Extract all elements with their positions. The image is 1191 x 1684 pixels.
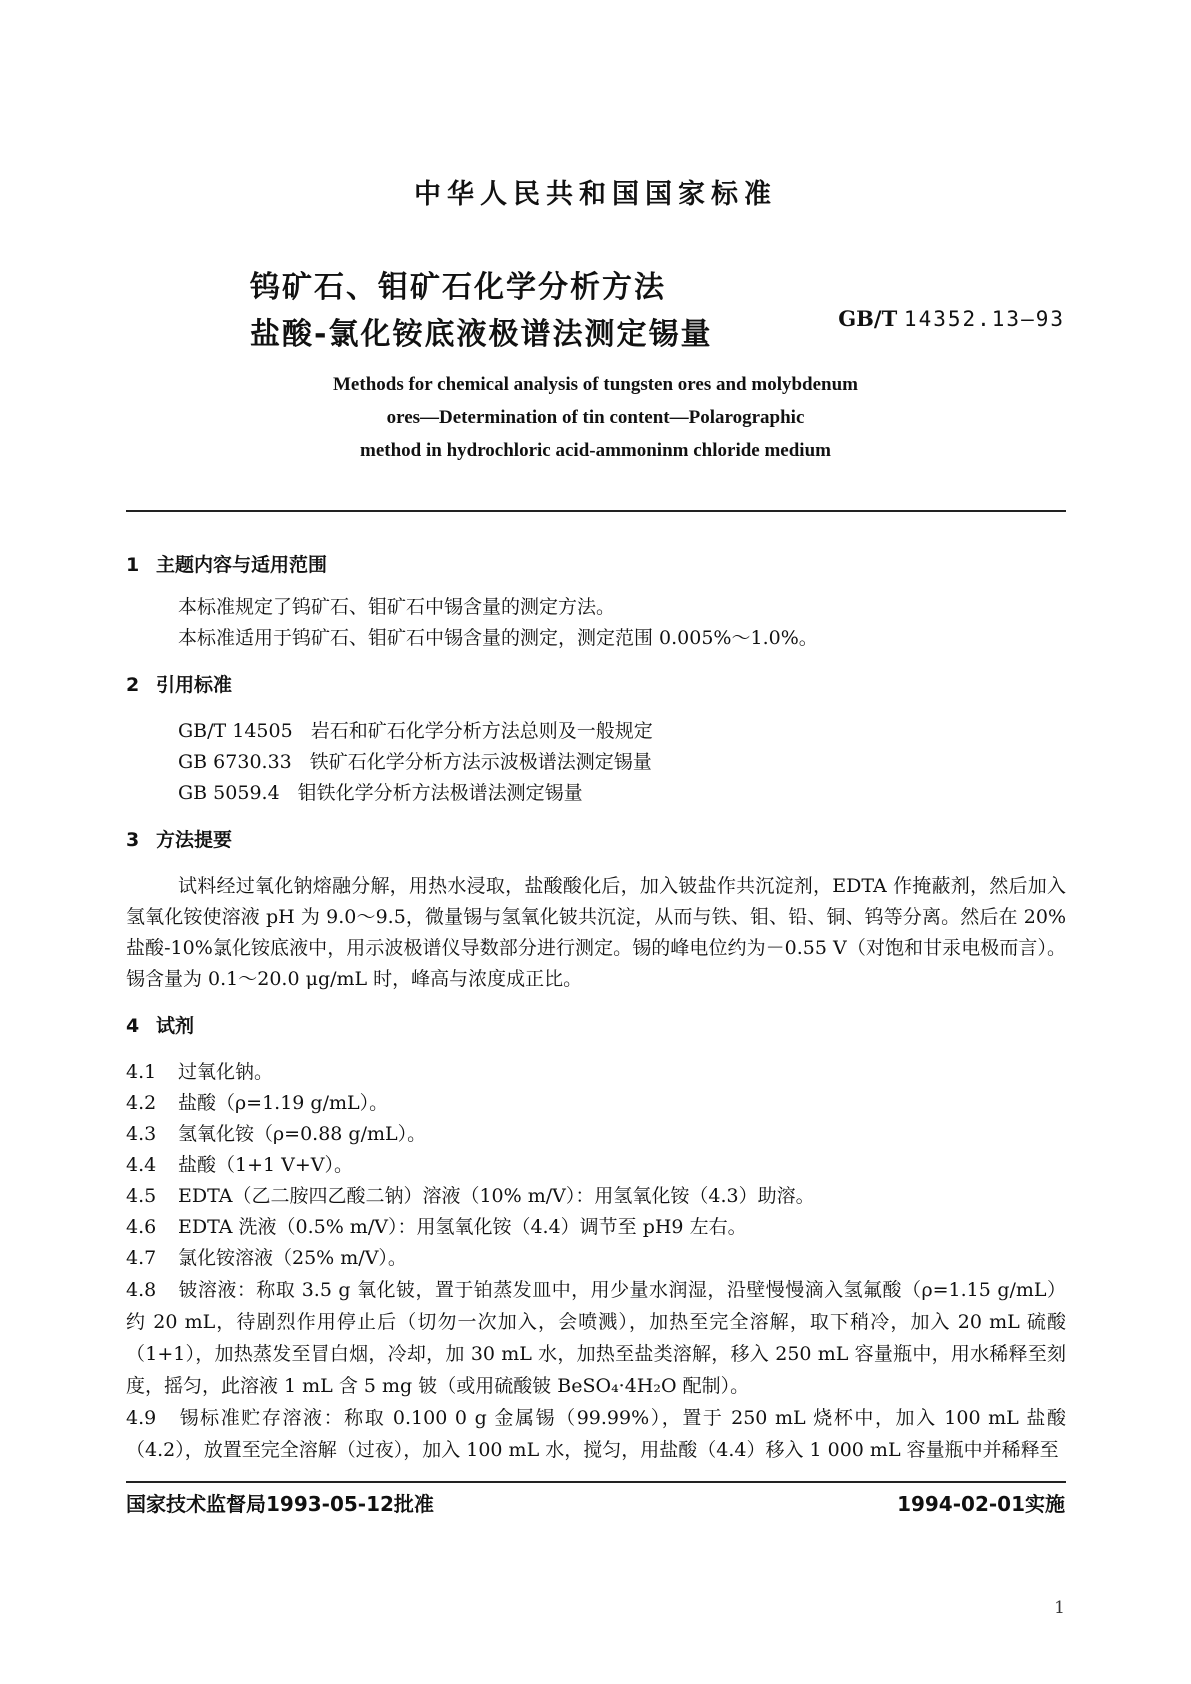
item-number: 4.3 [126, 1123, 157, 1145]
reagent-item [126, 1119, 1066, 1150]
reference-item [126, 716, 1066, 747]
reference-title: 钼铁化学分析方法极谱法测定锡量 [297, 782, 583, 804]
title-en-line3: method in hydrochloric acid-ammoninm chloride medium [360, 440, 831, 461]
section-1-heading [126, 548, 1066, 582]
reagent-item [126, 1181, 1066, 1212]
item-text: 过氧化钠。 [178, 1061, 274, 1083]
section-2-heading [126, 668, 1066, 702]
section-3-heading [126, 823, 1066, 857]
reagent-item [126, 1088, 1066, 1119]
item-text: 盐酸（ρ=1.19 g/mL）。 [178, 1092, 389, 1114]
section-number: 1 [126, 554, 140, 576]
reference-title: 岩石和矿石化学分析方法总则及一般规定 [310, 720, 653, 742]
item-text: EDTA（乙二胺四乙酸二钠）溶液（10% m/V）：用氢氧化铵（4.3）助溶。 [178, 1185, 815, 1207]
item-number: 4.2 [126, 1092, 157, 1114]
section-title: 方法提要 [156, 829, 233, 851]
item-text: EDTA 洗液（0.5% m/V）：用氢氧化铵（4.4）调节至 pH9 左右。 [178, 1216, 747, 1238]
footer-divider [126, 1481, 1066, 1483]
item-text: 氢氧化铵（ρ=0.88 g/mL）。 [178, 1123, 427, 1145]
title-en-line2: ores—Determination of tin content—Polarographic [386, 407, 805, 428]
reagent-item [126, 1243, 1066, 1274]
national-standard-heading: 中华人民共和国国家标准 [414, 179, 777, 210]
item-text: 锡标准贮存溶液：称取 0.100 0 g 金属锡（99.99%），置于 250 mL 烧杯中，加入 100 mL 盐酸（4.2），放置至完全溶解（过夜），加入 100 mL 水，搅匀，用盐酸（4.4）移入 1 000 mL 容量瓶中并稀释至 [126, 1407, 1066, 1461]
section-number: 3 [126, 829, 140, 851]
title-en-line1: Methods for chemical analysis of tungsten ores and molybdenum [333, 374, 858, 395]
reference-item [126, 778, 1066, 809]
approval-date: 国家技术监督局1993-05-12批准 [126, 1492, 434, 1516]
section-3-paragraph: 试料经过氧化钠熔融分解，用热水浸取，盐酸酸化后，加入铍盐作共沉淀剂，EDTA 作掩蔽剂，然后加入氢氧化铵使溶液 pH 为 9.0～9.5，微量锡与氢氧化铍共沉淀，从而与铁、钼、铅、铜、钨等分离。然后在 20%盐酸-10%氯化铵底液中，用示波极谱仪导数部分进行测定。锡的峰电位约为－0.55 V（对饱和甘汞电极而言）。锡含量为 0.1～20.0 μg/mL 时，峰高与浓度成正比。 [126, 875, 1066, 990]
implementation-date: 1994-02-01实施 [897, 1492, 1065, 1516]
reference-title: 铁矿石化学分析方法示波极谱法测定锡量 [309, 751, 652, 773]
item-number: 4.1 [126, 1061, 157, 1083]
reagent-item [126, 1274, 1066, 1402]
header-divider [126, 510, 1066, 512]
item-text: 氯化铵溶液（25% m/V）。 [178, 1247, 407, 1269]
section-number: 2 [126, 674, 140, 696]
reagent-item [126, 1057, 1066, 1088]
document-body [126, 548, 1066, 1466]
reference-code: GB 6730.33 [178, 751, 292, 773]
reagent-item [126, 1402, 1066, 1466]
section-title: 主题内容与适用范围 [156, 554, 328, 576]
section-4-heading [126, 1009, 1066, 1043]
section-1-paragraph-1: 本标准规定了钨矿石、钼矿石中锡含量的测定方法。 [178, 596, 616, 618]
title-en [0, 368, 1191, 467]
item-number: 4.8 [126, 1279, 157, 1301]
reagent-item [126, 1150, 1066, 1181]
item-text: 铍溶液：称取 3.5 g 氧化铍，置于铂蒸发皿中，用少量水润湿，沿壁慢慢滴入氢氟酸（ρ=1.15 g/mL）约 20 mL，待剧烈作用停止后（切勿一次加入，会喷溅），加热至完全溶解，取下稍冷，加入 20 mL 硫酸（1+1），加热蒸发至冒白烟，冷却，加 30 mL 水，加热至盐类溶解，移入 250 mL 容量瓶中，用水稀释至刻度，摇匀，此溶液 1 mL 含 5 mg 铍（或用硫酸铍 BeSO₄·4H₂O 配制）。 [126, 1279, 1066, 1397]
section-title: 试剂 [156, 1015, 195, 1037]
section-title: 引用标准 [156, 674, 233, 696]
item-text: 盐酸（1+1 V+V）。 [178, 1154, 353, 1176]
item-number: 4.4 [126, 1154, 157, 1176]
reagent-item [126, 1212, 1066, 1243]
standard-code [838, 306, 1065, 331]
reference-code: GB 5059.4 [178, 782, 280, 804]
reference-item [126, 747, 1066, 778]
item-number: 4.7 [126, 1247, 157, 1269]
item-number: 4.6 [126, 1216, 157, 1238]
title-cn-line1: 钨矿石、钼矿石化学分析方法 [250, 270, 666, 305]
item-number: 4.9 [126, 1407, 157, 1429]
standard-number: 14352.13—93 [903, 307, 1065, 331]
standard-prefix: GB/T [838, 306, 898, 331]
reference-code: GB/T 14505 [178, 720, 293, 742]
section-1-paragraph-2: 本标准适用于钨矿石、钼矿石中锡含量的测定，测定范围 0.005%～1.0%。 [178, 627, 818, 649]
title-cn-line2: 盐酸-氯化铵底液极谱法测定锡量 [250, 317, 713, 352]
section-number: 4 [126, 1015, 140, 1037]
item-number: 4.5 [126, 1185, 157, 1207]
page-number: 1 [1054, 1598, 1065, 1618]
